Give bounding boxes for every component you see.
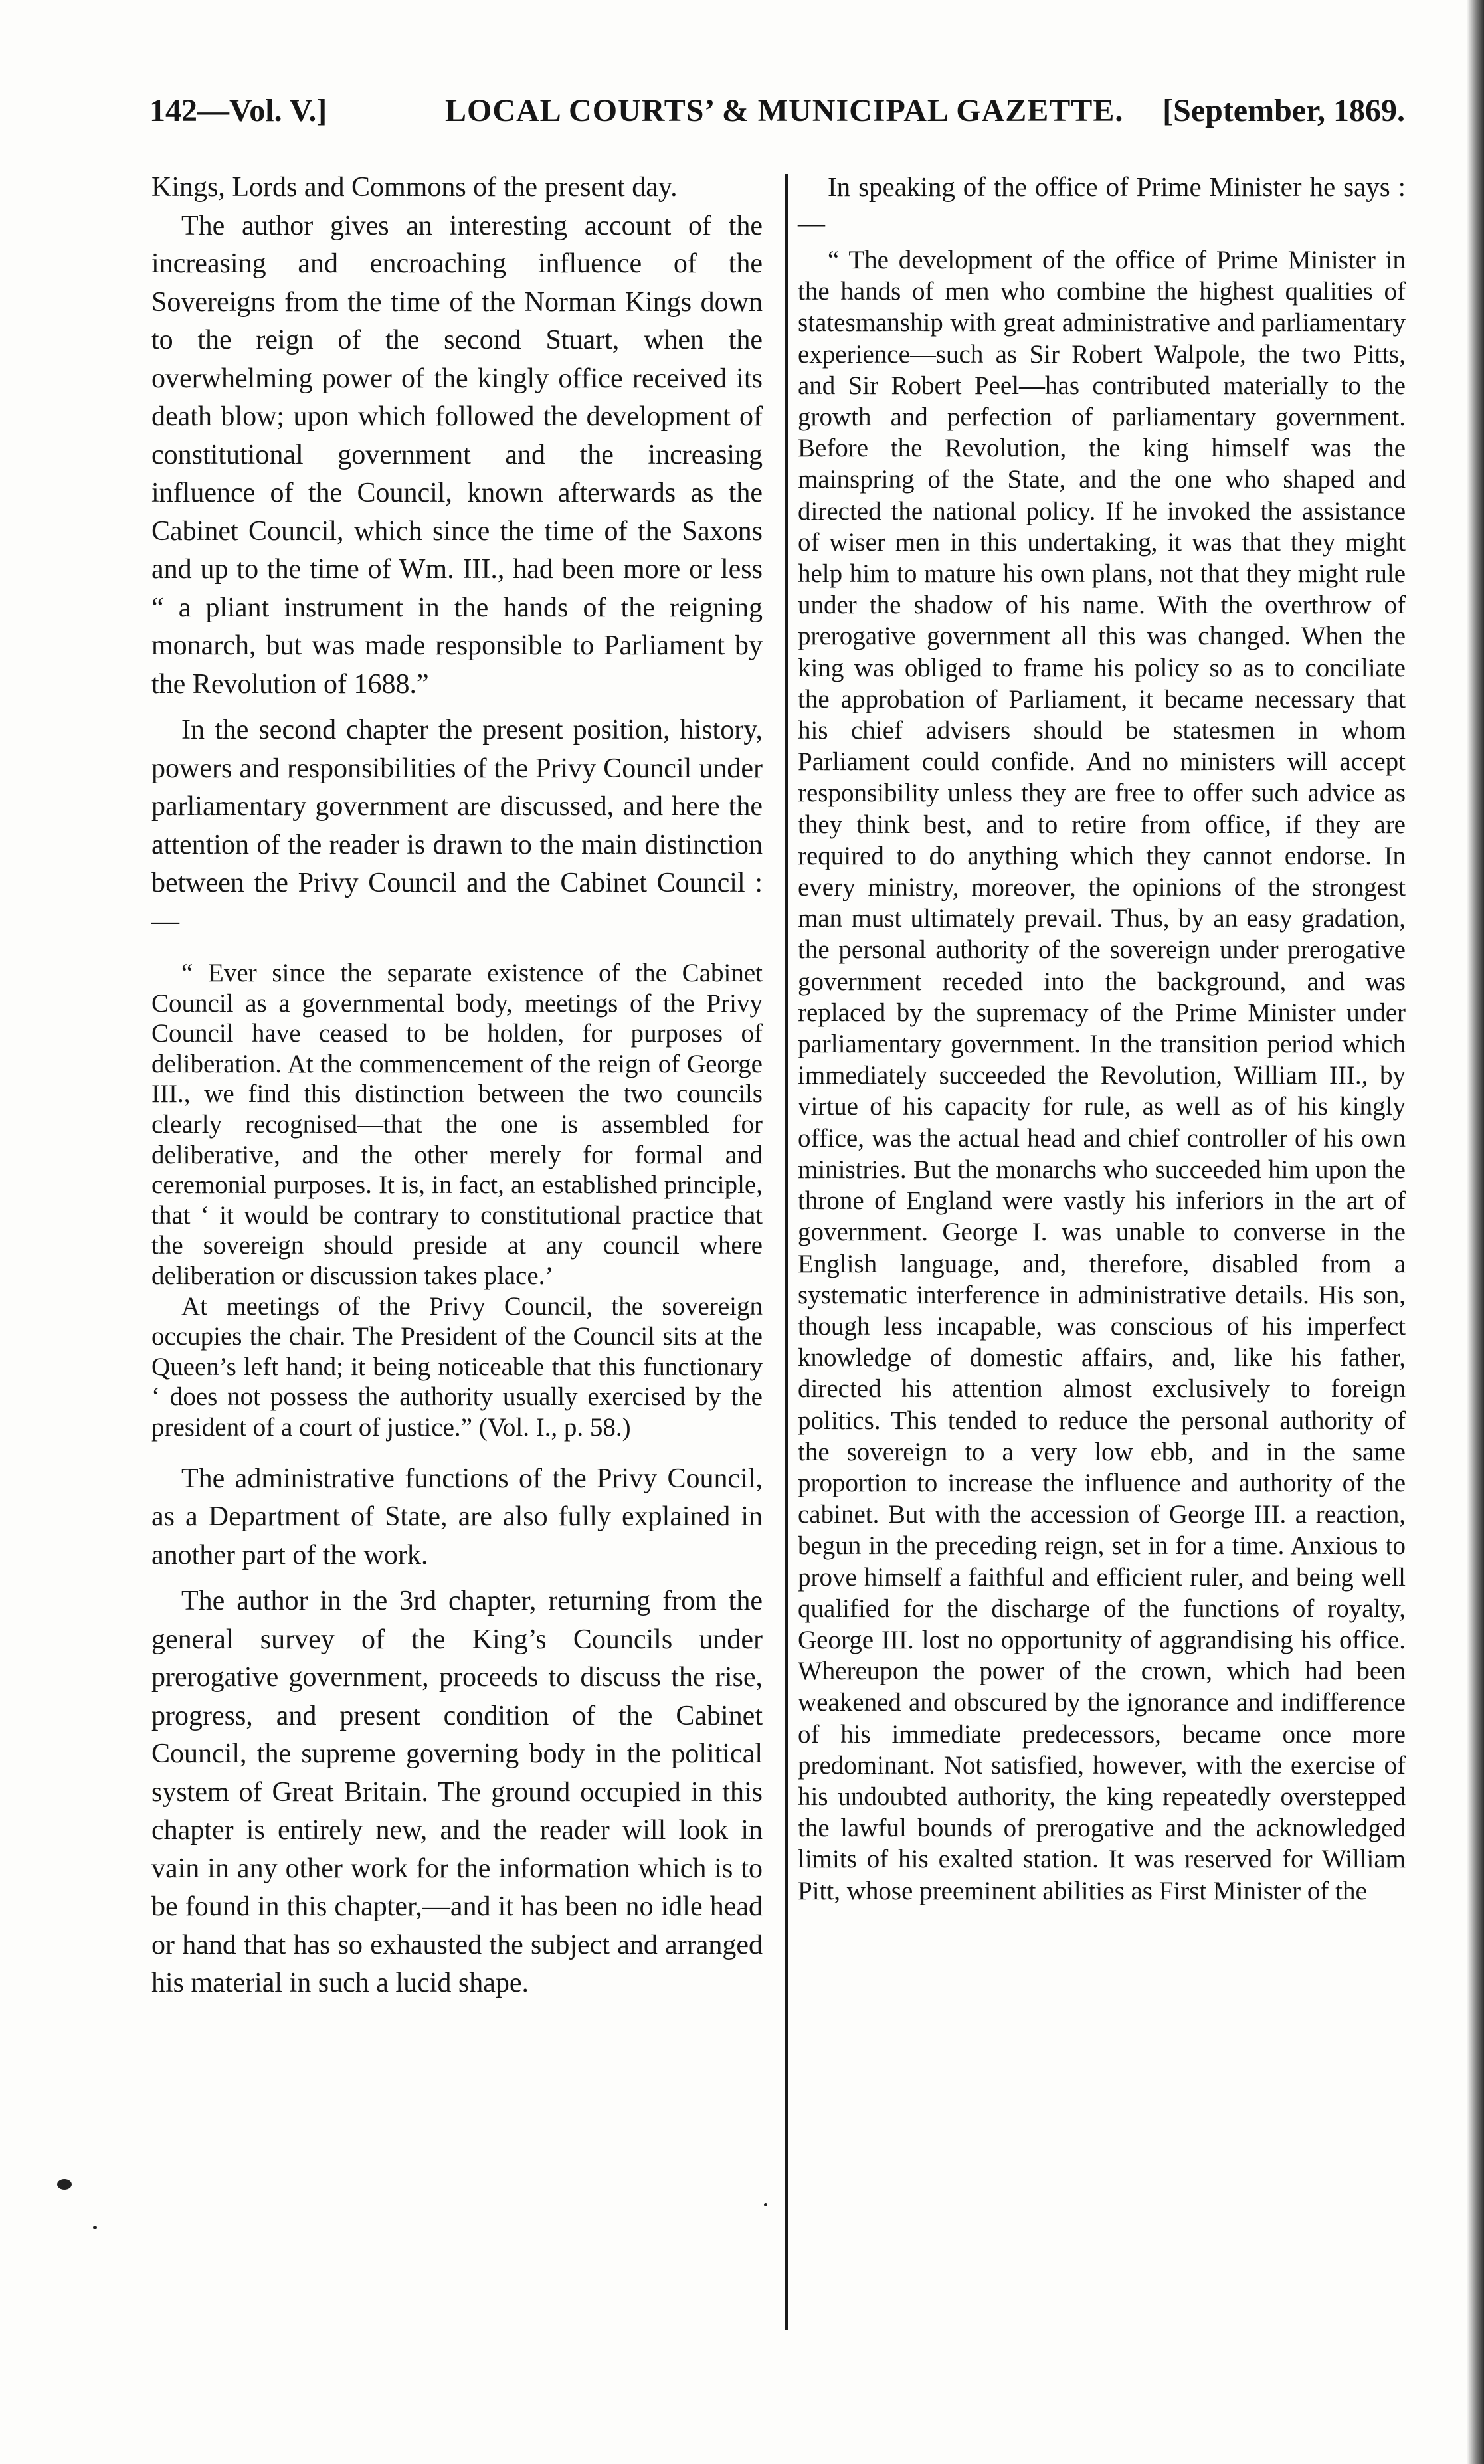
left-column [151, 169, 763, 2003]
paragraph: In speaking of the office of Prime Minister he says :— [798, 171, 1406, 238]
paragraph: The author in the 3rd chapter, returning from the general survey of the King’s Councils under prerogative government, proceeds to discuss the rise, progress, and present condition of the Cabinet Council, the supreme governing body in the political system of Great Britain. The ground occupied in this chapter is entirely new, and the reader will look in vain in any other work for the information which is to be found in this chapter,—and it has been no idle head or hand that has so exhausted the subject and arranged his material in such a lucid shape. [151, 1586, 763, 1998]
paragraph: The administrative functions of the Privy Council, as a Department of State, are also fully explained in another part of the work. [151, 1463, 763, 1570]
paragraph: Kings, Lords and Commons of the present day. [151, 172, 678, 203]
quote-paragraph: “ Ever since the separate existence of the Cabinet Council as a governmental body, meetings of the Privy Council have ceased to be holden, for purposes of deliberation. At the commencement of the reign of George III., we find this distinction between the two councils clearly recognised—that the one is assembled for deliberative, and the other merely for formal and ceremonial purposes. It is, in fact, an established principle, that ‘ it would be contrary to constitutional practice that the sovereign should preside at any council where deliberation or discussion takes place.’ [151, 959, 763, 1290]
page-volume-number: 142—Vol. V.] [149, 93, 327, 128]
quote-paragraph: At meetings of the Privy Council, the sovereign occupies the chair. The President of the Council sits at the Queen’s left hand; it being noticeable that this functionary ‘ does not possess the authority usually exercised by the president of a court of justice.” (Vol. I., p. 58.) [151, 1291, 763, 1442]
column-divider [785, 174, 788, 2330]
ink-speck [93, 2226, 97, 2229]
page-header [149, 88, 1405, 134]
block-quote [151, 958, 763, 1443]
issue-date: [September, 1869. [1162, 93, 1405, 128]
ink-blot [57, 2179, 72, 2190]
scanned-page-edge [1467, 0, 1484, 2464]
right-column [798, 169, 1406, 1907]
paragraph: The author gives an interesting account of the increasing and encroaching influence of the Sovereigns from the time of the Norman Kings down to the reign of the second Stuart, when the overwhelming power of the kingly office received its death blow; upon which followed the development of constitutional government and the increasing influence of the Council, known afterwards as the Cabinet Council, which since the time of the Saxons and up to the time of Wm. III., had been more or less “ a pliant instrument in the hands of the reigning monarch, but was made responsible to Parliament by the Revolution of 1688.” [151, 210, 763, 700]
ink-speck [764, 2203, 767, 2206]
publication-title: LOCAL COURTS’ & MUNICIPAL GAZETTE. [445, 93, 1124, 128]
paragraph: In the second chapter the present position, history, powers and responsibilities of the Privy Council under parliamentary government are discussed, and here the attention of the reader is drawn to the main distinction between the Privy Council and the Cabinet Council :— [151, 715, 763, 937]
quote-paragraph: “ The development of the office of Prime Minister in the hands of men who combine the highest qualities of statesmanship with great administrative and parliamentary experience—such as Sir Robert Walpole, the two Pitts, and Sir Robert Peel—has contributed materially to the growth and perfection of parliamentary government. Before the Revolution, the king himself was the mainspring of the State, and the one who shaped and directed the national policy. If he invoked the assistance of wiser men in this undertaking, it was that they might help him to mature his own plans, not that they might rule under the shadow of his name. With the overthrow of prerogative government all this was changed. When the king was obliged to frame his policy so as to conciliate the approbation of Parliament, it became necessary that his chief advisers should be statesmen in whom Parliament could confide. And no ministers will accept responsibility unless they are free to offer such advice as they think best, and to retire from office, if they are required to do anything which they cannot endorse. In every ministry, moreover, the opinions of the strongest man must ultimately prevail. Thus, by an easy gradation, the personal authority of the sovereign under prerogative government receded into the background, and was replaced by the supremacy of the Prime Minister under parliamentary government. In the transition period which immediately succeeded the Revolution, William III., by virtue of his capacity for rule, as well as of his kingly office, was the actual head and chief controller of his own ministries. But the monarchs who succeeded him upon the throne of England were vastly his inferiors in the art of government. George I. was unable to converse in the English language, and, therefore, disabled from a systematic interference in administrative details. His son, though less incapable, was conscious of his imperfect knowledge of domestic affairs, and, like his father, directed his attention almost exclusively to foreign politics. This tended to reduce the personal authority of the sovereign to a very low ebb, and in the same proportion to increase the influence and authority of the cabinet. But with the accession of George III. a reaction, begun in the preceding reign, set in for a time. Anxious to prove himself a faithful and efficient ruler, and being well qualified for the discharge of the functions of royalty, George III. lost no opportunity of aggrandising his office. Whereupon the power of the crown, which had been weakened and obscured by the ignorance and indifference of his immediate predecessors, became once more predominant. Not satisfied, however, with the exercise of his undoubted authority, the king repeatedly overstepped the lawful bounds of prerogative and the acknowledged limits of his exalted station. It was reserved for William Pitt, whose preeminent abilities as First Minister of the [798, 246, 1406, 1905]
